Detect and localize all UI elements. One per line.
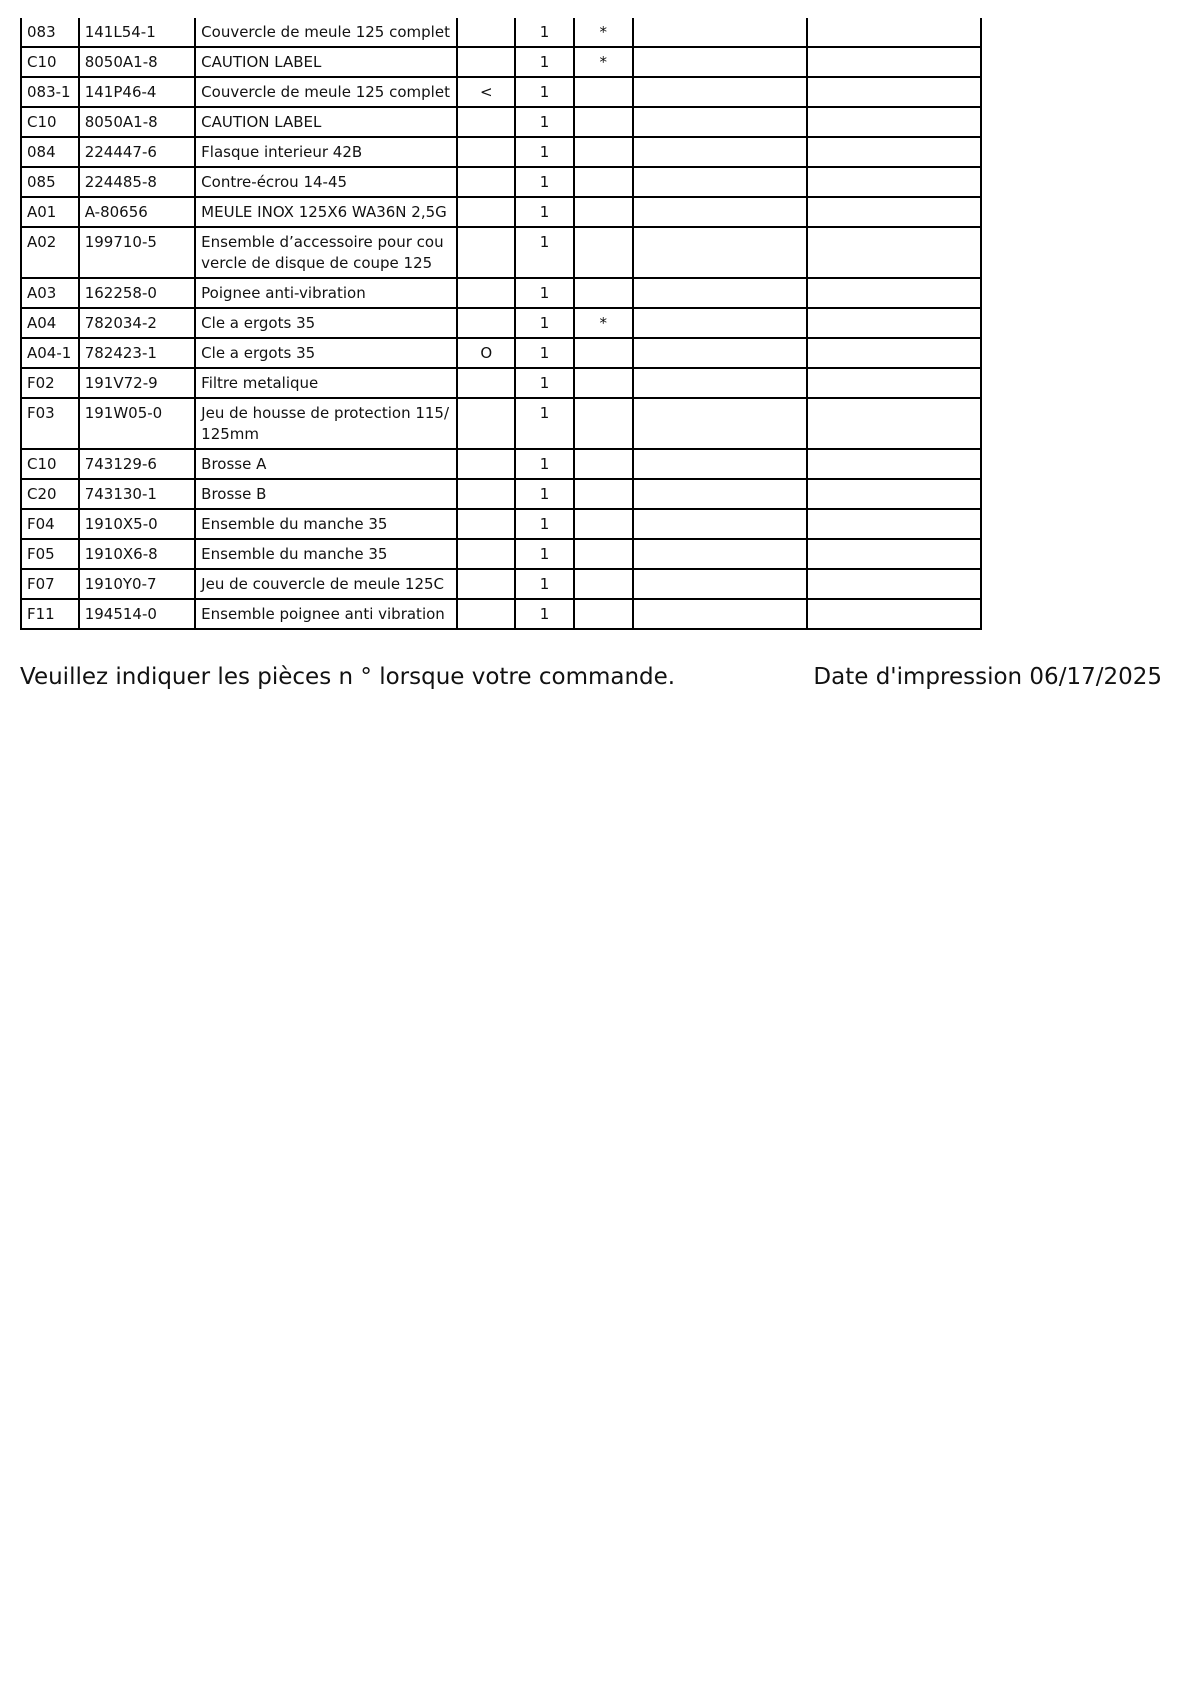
blank-cell-b [807, 227, 981, 278]
mark-cell [457, 398, 515, 449]
item-number-cell: C10 [21, 107, 79, 137]
blank-cell-b [807, 107, 981, 137]
note-cell [574, 137, 633, 167]
blank-cell-b [807, 398, 981, 449]
quantity-cell: 1 [515, 338, 574, 368]
table-row [21, 308, 981, 338]
part-number-cell: 199710-5 [79, 227, 195, 278]
description-cell: Flasque interieur 42B [195, 137, 457, 167]
description-cell: Jeu de couvercle de meule 125C [195, 569, 457, 599]
quantity-cell: 1 [515, 137, 574, 167]
quantity-cell: 1 [515, 599, 574, 629]
blank-cell-a [633, 227, 807, 278]
blank-cell-a [633, 47, 807, 77]
parts-table [20, 18, 982, 630]
quantity-cell: 1 [515, 539, 574, 569]
blank-cell-b [807, 569, 981, 599]
description-cell: Couvercle de meule 125 complet [195, 77, 457, 107]
description-cell: Ensemble d’accessoire pour couvercle de disque de coupe 125 [195, 227, 457, 278]
table-row [21, 18, 981, 47]
description-cell: Brosse A [195, 449, 457, 479]
item-number-cell: A02 [21, 227, 79, 278]
part-number-cell: 141L54-1 [79, 18, 195, 47]
table-row [21, 569, 981, 599]
blank-cell-b [807, 368, 981, 398]
table-row [21, 47, 981, 77]
blank-cell-a [633, 278, 807, 308]
item-number-cell: 083 [21, 18, 79, 47]
table-row [21, 368, 981, 398]
quantity-cell: 1 [515, 398, 574, 449]
mark-cell [457, 47, 515, 77]
mark-cell [457, 227, 515, 278]
part-number-cell: 191W05-0 [79, 398, 195, 449]
blank-cell-b [807, 539, 981, 569]
table-row [21, 539, 981, 569]
description-cell: Ensemble poignee anti vibration [195, 599, 457, 629]
mark-cell [457, 509, 515, 539]
blank-cell-a [633, 539, 807, 569]
blank-cell-a [633, 338, 807, 368]
mark-cell [457, 167, 515, 197]
part-number-cell: 191V72-9 [79, 368, 195, 398]
description-cell: Ensemble du manche 35 [195, 539, 457, 569]
item-number-cell: A03 [21, 278, 79, 308]
blank-cell-a [633, 77, 807, 107]
note-cell [574, 368, 633, 398]
part-number-cell: 194514-0 [79, 599, 195, 629]
table-row [21, 197, 981, 227]
note-cell: * [574, 47, 633, 77]
description-cell: Brosse B [195, 479, 457, 509]
blank-cell-b [807, 338, 981, 368]
print-date: Date d'impression 06/17/2025 [813, 664, 1162, 690]
part-number-cell: 8050A1-8 [79, 107, 195, 137]
part-number-cell: 1910Y0-7 [79, 569, 195, 599]
blank-cell-a [633, 569, 807, 599]
blank-cell-a [633, 398, 807, 449]
note-cell [574, 539, 633, 569]
blank-cell-b [807, 137, 981, 167]
quantity-cell: 1 [515, 47, 574, 77]
description-cell: Couvercle de meule 125 complet [195, 18, 457, 47]
blank-cell-b [807, 47, 981, 77]
note-cell [574, 227, 633, 278]
quantity-cell: 1 [515, 509, 574, 539]
note-cell [574, 449, 633, 479]
item-number-cell: F02 [21, 368, 79, 398]
table-row [21, 599, 981, 629]
blank-cell-a [633, 308, 807, 338]
quantity-cell: 1 [515, 107, 574, 137]
table-row [21, 167, 981, 197]
item-number-cell: F05 [21, 539, 79, 569]
table-row [21, 398, 981, 449]
item-number-cell: 084 [21, 137, 79, 167]
description-cell: Ensemble du manche 35 [195, 509, 457, 539]
blank-cell-b [807, 599, 981, 629]
blank-cell-b [807, 509, 981, 539]
blank-cell-a [633, 197, 807, 227]
blank-cell-a [633, 479, 807, 509]
note-cell [574, 278, 633, 308]
mark-cell [457, 18, 515, 47]
mark-cell [457, 137, 515, 167]
note-cell [574, 479, 633, 509]
table-row [21, 338, 981, 368]
quantity-cell: 1 [515, 278, 574, 308]
blank-cell-b [807, 308, 981, 338]
part-number-cell: 1910X5-0 [79, 509, 195, 539]
note-cell [574, 77, 633, 107]
quantity-cell: 1 [515, 308, 574, 338]
note-cell [574, 509, 633, 539]
part-number-cell: 8050A1-8 [79, 47, 195, 77]
mark-cell [457, 569, 515, 599]
note-cell: * [574, 18, 633, 47]
description-cell: Cle a ergots 35 [195, 338, 457, 368]
mark-cell [457, 368, 515, 398]
note-cell [574, 107, 633, 137]
mark-cell [457, 107, 515, 137]
quantity-cell: 1 [515, 197, 574, 227]
part-number-cell: 782034-2 [79, 308, 195, 338]
item-number-cell: F04 [21, 509, 79, 539]
item-number-cell: C20 [21, 479, 79, 509]
blank-cell-b [807, 77, 981, 107]
blank-cell-b [807, 479, 981, 509]
part-number-cell: 782423-1 [79, 338, 195, 368]
note-cell [574, 197, 633, 227]
part-number-cell: 1910X6-8 [79, 539, 195, 569]
table-row [21, 278, 981, 308]
blank-cell-a [633, 107, 807, 137]
part-number-cell: 224485-8 [79, 167, 195, 197]
part-number-cell: 224447-6 [79, 137, 195, 167]
item-number-cell: C10 [21, 47, 79, 77]
note-cell [574, 167, 633, 197]
part-number-cell: 743130-1 [79, 479, 195, 509]
mark-cell [457, 479, 515, 509]
blank-cell-b [807, 278, 981, 308]
mark-cell: O [457, 338, 515, 368]
blank-cell-a [633, 599, 807, 629]
order-note: Veuillez indiquer les pièces n ° lorsque votre commande. [20, 664, 676, 690]
blank-cell-b [807, 18, 981, 47]
mark-cell: < [457, 77, 515, 107]
blank-cell-a [633, 137, 807, 167]
table-row [21, 479, 981, 509]
mark-cell [457, 308, 515, 338]
note-cell [574, 338, 633, 368]
table-row [21, 77, 981, 107]
description-cell: Jeu de housse de protection 115/125mm [195, 398, 457, 449]
blank-cell-b [807, 449, 981, 479]
blank-cell-a [633, 167, 807, 197]
item-number-cell: F07 [21, 569, 79, 599]
quantity-cell: 1 [515, 449, 574, 479]
blank-cell-a [633, 449, 807, 479]
item-number-cell: A04-1 [21, 338, 79, 368]
quantity-cell: 1 [515, 227, 574, 278]
quantity-cell: 1 [515, 368, 574, 398]
quantity-cell: 1 [515, 569, 574, 599]
item-number-cell: F11 [21, 599, 79, 629]
blank-cell-a [633, 18, 807, 47]
note-cell [574, 398, 633, 449]
note-cell [574, 569, 633, 599]
description-cell: Cle a ergots 35 [195, 308, 457, 338]
item-number-cell: 083-1 [21, 77, 79, 107]
quantity-cell: 1 [515, 77, 574, 107]
note-cell [574, 599, 633, 629]
table-row [21, 107, 981, 137]
item-number-cell: A04 [21, 308, 79, 338]
blank-cell-b [807, 167, 981, 197]
mark-cell [457, 449, 515, 479]
description-cell: CAUTION LABEL [195, 107, 457, 137]
mark-cell [457, 539, 515, 569]
quantity-cell: 1 [515, 479, 574, 509]
part-number-cell: 141P46-4 [79, 77, 195, 107]
description-cell: Poignee anti-vibration [195, 278, 457, 308]
quantity-cell: 1 [515, 18, 574, 47]
blank-cell-a [633, 509, 807, 539]
item-number-cell: 085 [21, 167, 79, 197]
blank-cell-b [807, 197, 981, 227]
item-number-cell: A01 [21, 197, 79, 227]
blank-cell-a [633, 368, 807, 398]
description-cell: MEULE INOX 125X6 WA36N 2,5G [195, 197, 457, 227]
table-row [21, 509, 981, 539]
part-number-cell: 743129-6 [79, 449, 195, 479]
table-row [21, 137, 981, 167]
description-cell: Filtre metalique [195, 368, 457, 398]
parts-table-body [21, 18, 981, 629]
table-row [21, 449, 981, 479]
table-row [21, 227, 981, 278]
description-cell: Contre-écrou 14-45 [195, 167, 457, 197]
part-number-cell: A-80656 [79, 197, 195, 227]
mark-cell [457, 278, 515, 308]
note-cell: * [574, 308, 633, 338]
part-number-cell: 162258-0 [79, 278, 195, 308]
item-number-cell: C10 [21, 449, 79, 479]
item-number-cell: F03 [21, 398, 79, 449]
mark-cell [457, 599, 515, 629]
description-cell: CAUTION LABEL [195, 47, 457, 77]
mark-cell [457, 197, 515, 227]
quantity-cell: 1 [515, 167, 574, 197]
